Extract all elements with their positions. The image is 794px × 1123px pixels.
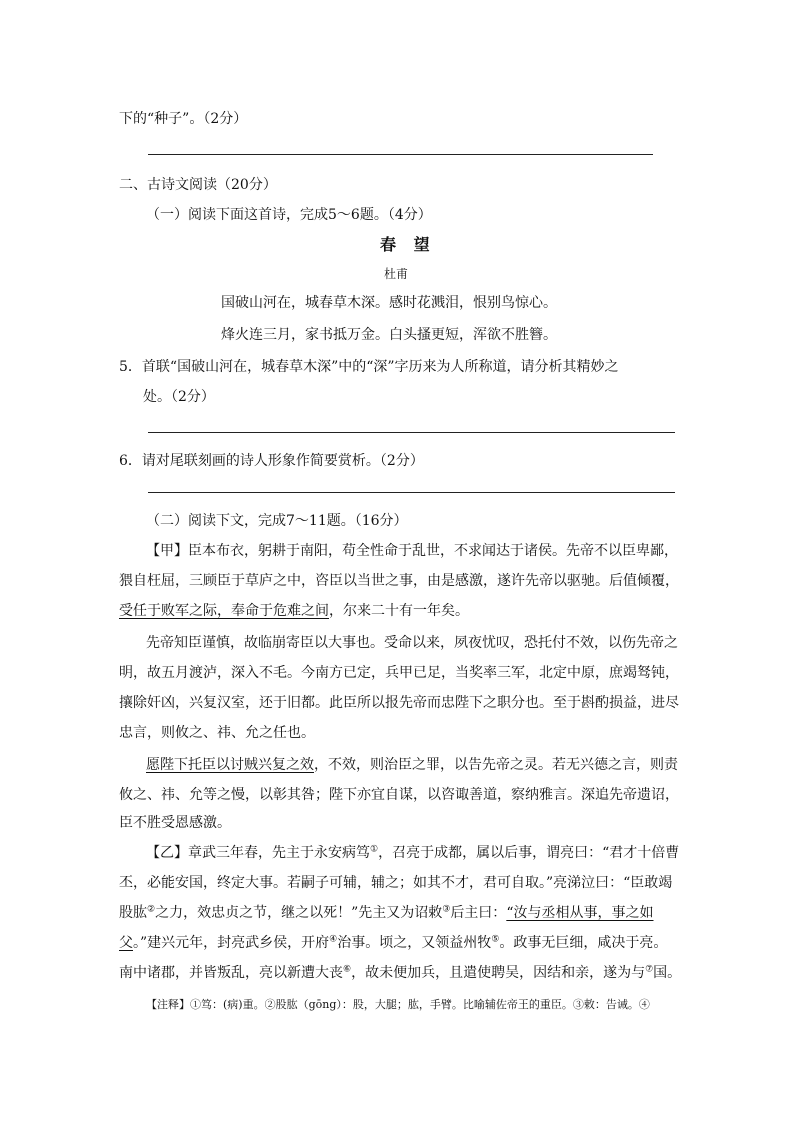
poem-title: 春 望 xyxy=(380,235,436,254)
footnote-marker: ⑥ xyxy=(343,964,352,975)
jia-p2-line-3: 攘除奸凶，兴复汉室，还于旧都。此臣所以报先帝而忠陛下之职分也。至于斟酌损益，进尽 xyxy=(119,695,679,711)
footnote-marker: ④ xyxy=(329,934,338,945)
poem-line-2: 烽火连三月，家书抵万金。白头搔更短，浑欲不胜簪。 xyxy=(221,327,557,343)
jia-p2-line-1: 先帝知臣谨慎，故临崩寄臣以大事也。受命以来，夙夜忧叹，恐托付不效，以伤先帝之 xyxy=(146,635,678,651)
footnote-marker: ② xyxy=(147,904,156,915)
lead-line: 下的“种子”。（2分） xyxy=(119,111,248,127)
footnote-marker: ⑤ xyxy=(491,934,500,945)
jia-p2-line-4: 忠言，则攸之、祎、允之任也。 xyxy=(119,725,315,741)
yi-line-3: 股肱②之力，效忠贞之节，继之以死！”先主又为诏敕③后主曰：“汝与丞相从事，事之如 xyxy=(119,904,654,921)
yi-line-2: 丕，必能安国，终定大事。若嗣子可辅，辅之；如其不才，君可自取。”亮涕泣曰：“臣敢竭 xyxy=(119,875,673,891)
yi-line-4: 父。”建兴元年，封亮武乡侯，开府④治事。顷之，又领益州牧⑤。政事无巨细，咸决于亮。 xyxy=(119,934,668,951)
part1-intro: （一）阅读下面这首诗，完成5～6题。（4分） xyxy=(146,207,432,223)
footnote-marker: ① xyxy=(370,844,379,855)
answer-line[interactable] xyxy=(148,492,675,493)
jia-p1-line-3: 受任于败军之际，奉命于危难之间，尔来二十有一年矣。 xyxy=(119,603,469,619)
jia-p2-line-2: 明，故五月渡泸，深入不毛。今南方已定，兵甲已足，当奖率三军，北定中原，庶竭驽钝， xyxy=(119,665,679,681)
jia-p1-line-1: 【甲】臣本布衣，躬耕于南阳，苟全性命于乱世，不求闻达于诸侯。先帝不以臣卑鄙， xyxy=(146,543,678,559)
underlined-phrase: 父 xyxy=(119,935,133,951)
question-6: 6．请对尾联刻画的诗人形象作简要赏析。（2分） xyxy=(119,453,424,469)
section-title: 二、古诗文阅读（20分） xyxy=(119,177,277,193)
yi-line-1: 【乙】章武三年春，先主于永安病笃①，召亮于成都，属以后事，谓亮曰：“君才十倍曹 xyxy=(146,844,680,861)
poem-line-1: 国破山河在，城春草木深。感时花溅泪，恨别鸟惊心。 xyxy=(221,295,557,311)
yi-line-5: 南中诸郡，并皆叛乱，亮以新遭大丧⑥，故未便加兵，且遣使聘吴，因结和亲，遂为与⑦国。 xyxy=(119,964,682,981)
underlined-phrase: “汝与丞相从事，事之如 xyxy=(506,905,654,921)
jia-p1-line-2: 猥自枉屈，三顾臣于草庐之中，咨臣以当世之事，由是感激，遂许先帝以驱驰。后值倾覆， xyxy=(119,573,679,589)
footnote-marker: ⑦ xyxy=(645,964,654,975)
part2-intro: （二）阅读下文，完成7～11题。（16分） xyxy=(146,513,408,529)
answer-line[interactable] xyxy=(148,432,675,433)
question-5-line-1: 5．首联“国破山河在，城春草木深”中的“深”字历来为人所称道，请分析其精妙之 xyxy=(119,359,619,375)
footnote-marker: ③ xyxy=(442,904,451,915)
jia-p3-line-3: 臣不胜受恩感激。 xyxy=(119,815,231,831)
question-5-line-2: 处。（2分） xyxy=(143,389,215,405)
answer-line[interactable] xyxy=(148,154,653,155)
underlined-phrase: 受任于败军之际，奉命于危难之间 xyxy=(119,603,329,619)
jia-p3-line-1: 愿陛下托臣以讨贼兴复之效，不效，则治臣之罪，以告先帝之灵。若无兴德之言，则责 xyxy=(146,757,678,773)
annotation-note: 【注释】①笃：(病)重。②股肱（gōng）：股，大腿；肱，手臂。比喻辅佐帝王的重臣。③敕：告诫。④ xyxy=(146,998,650,1011)
underlined-phrase: 愿陛下托臣以讨贼兴复之效 xyxy=(146,757,314,773)
poem-author: 杜甫 xyxy=(384,267,409,281)
jia-p3-line-2: 攸之、祎、允等之慢，以彰其咎；陛下亦宜自谋，以咨诹善道，察纳雅言。深追先帝遗诏， xyxy=(119,787,679,803)
